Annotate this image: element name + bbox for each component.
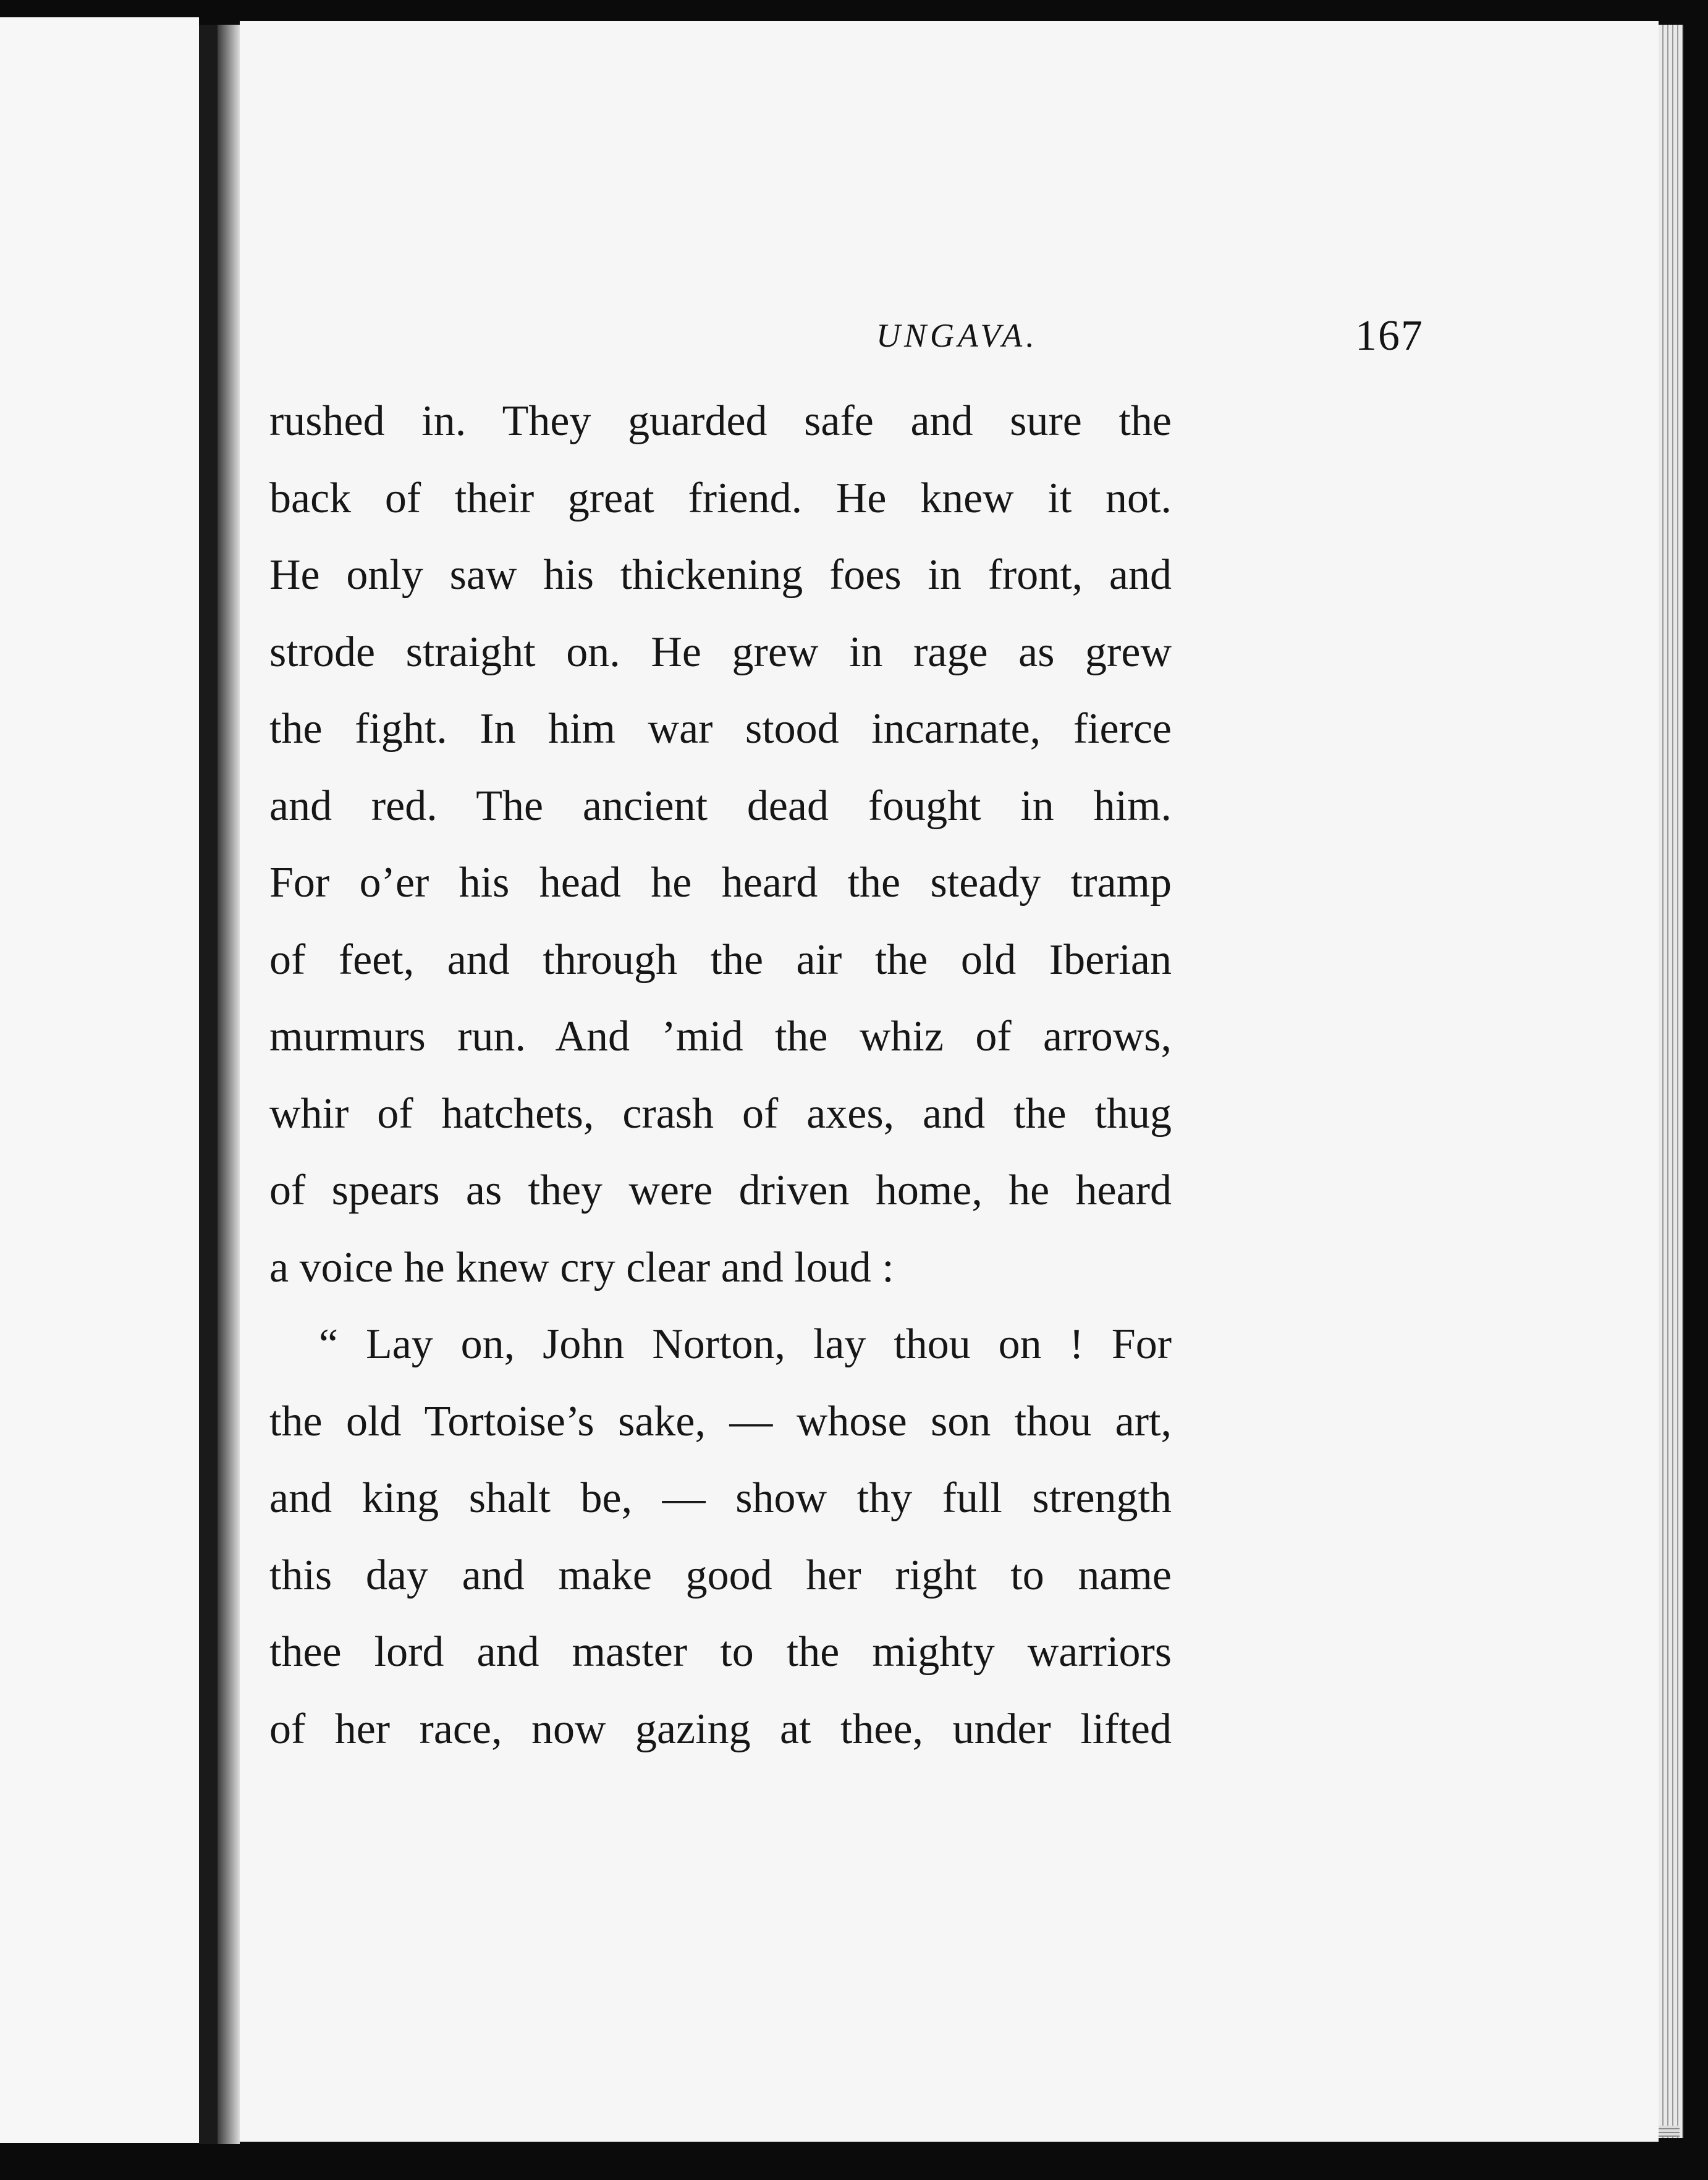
text-line: of spears as they were driven home, he heard [269,1167,1172,1214]
page-number: 167 [1355,312,1424,360]
body-text [269,383,1172,1768]
text-line: the fight. In him war stood incarnate, fierce [269,705,1172,753]
left-page [0,17,199,2143]
text-line: back of their great friend. He knew it not. [269,474,1172,522]
page-edges [1659,25,1683,2138]
text-line: thee lord and master to the mighty warriors [269,1628,1172,1676]
text-line: and king shalt be, — show thy full strength [269,1474,1172,1522]
text-line: of her race, now gazing at thee, under lifted [269,1705,1172,1753]
gutter-shadow [218,25,240,2144]
text-line: “ Lay on, John Norton, lay thou on ! For [319,1320,1172,1368]
text-line: the old Tortoise’s sake, — whose son thou art, [269,1397,1172,1445]
text-line: murmurs run. And ’mid the whiz of arrows, [269,1013,1172,1060]
page-header [240,312,1659,372]
text-line: whir of hatchets, crash of axes, and the thug [269,1089,1172,1138]
text-line: this day and make good her right to name [269,1551,1172,1599]
text-line: rushed in. They guarded safe and sure the [269,397,1172,445]
text-line: a voice he knew cry clear and loud : [269,1243,894,1291]
text-line: For o’er his head he heard the steady tramp [269,859,1172,906]
text-line: He only saw his thickening foes in front, and [269,551,1172,599]
text-line: and red. The ancient dead fought in him. [269,782,1172,830]
paragraph [269,1306,1172,1768]
text-line: strode straight on. He grew in rage as grew [269,628,1172,676]
book-spine [199,25,218,2144]
text-line: of feet, and through the air the old Iberian [269,936,1172,984]
running-head: UNGAVA. [876,317,1038,354]
paragraph [269,383,1172,1306]
